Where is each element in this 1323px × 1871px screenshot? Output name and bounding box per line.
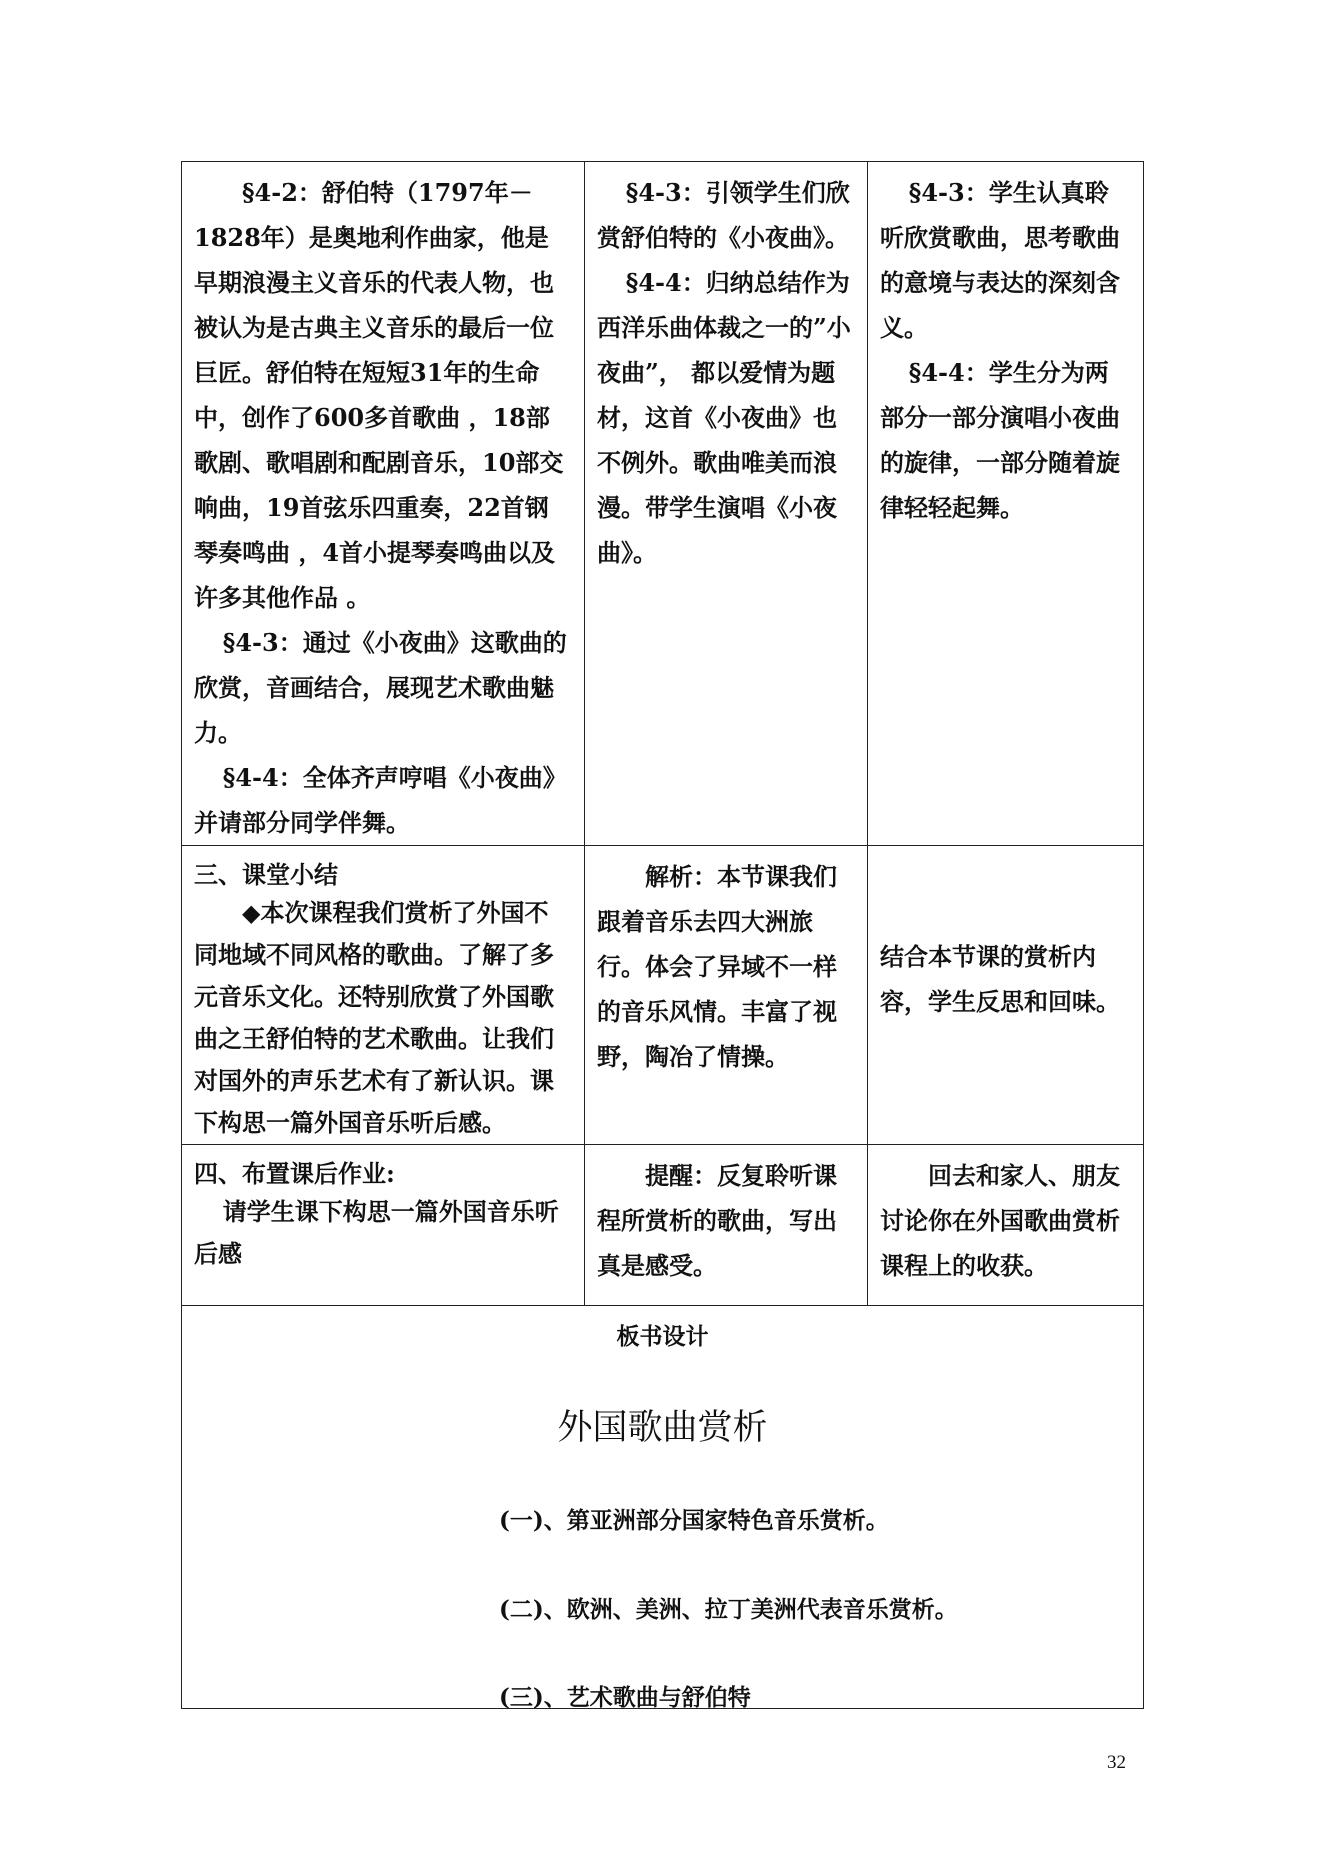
homework-student-cell (868, 1145, 1144, 1306)
table-row (182, 846, 1144, 1145)
student-activity-cell (868, 162, 1144, 846)
board-design-title: 板书设计 (616, 1323, 709, 1350)
summary-analysis-text: 解析：本节课我们跟着音乐去四大洲旅行。体会了异域不一样的音乐风情。丰富了视野，陶冶了情操。 (597, 862, 837, 1071)
homework-student-text: 回去和家人、朋友讨论你在外国歌曲赏析课程上的收获。 (880, 1161, 1120, 1280)
teacher-step-4-3: §4-3：引领学生们欣赏舒伯特的《小夜曲》。 (597, 178, 850, 252)
summary-cell (182, 846, 585, 1145)
paragraph-4-2: §4-2：舒伯特（1797年－1828年）是奥地利作曲家，他是早期浪漫主义音乐的代表人物，也被认为是古典主义音乐的最后一位巨匠。舒伯特在短短31年的生命中，创作了600多首歌曲 ，18部歌剧、歌唱剧和配剧音乐，10部交响曲，19首弦乐四重奏，22首钢琴奏鸣曲 ，4首小提琴奏鸣曲以及许多其他作品 。 (194, 178, 564, 612)
lesson-table (181, 161, 1144, 1709)
summary-analysis-cell (585, 846, 868, 1145)
paragraph-4-4: §4-4：全体齐声哼唱《小夜曲》并请部分同学伴舞。 (194, 763, 567, 837)
board-main-heading: 外国歌曲赏析 (557, 1408, 768, 1448)
teacher-activity-cell (585, 162, 868, 846)
table-row (182, 1145, 1144, 1306)
board-line-2: (二)、欧洲、美洲、拉丁美洲代表音乐赏析。 (499, 1596, 958, 1623)
board-line-3: (三)、艺术歌曲与舒伯特 (499, 1684, 751, 1711)
homework-heading: 四、布置课后作业: (194, 1159, 395, 1188)
summary-heading: 三、课堂小结 (194, 860, 338, 889)
student-step-4-3: §4-3：学生认真聆听欣赏歌曲，思考歌曲的意境与表达的深刻含义。 (880, 178, 1120, 342)
homework-reminder-text: 提醒：反复聆听课程所赏析的歌曲，写出真是感受。 (597, 1161, 837, 1280)
student-step-4-4: §4-4：学生分为两部分一部分演唱小夜曲的旋律，一部分随着旋律轻轻起舞。 (880, 358, 1120, 522)
summary-student-cell (868, 846, 1144, 1145)
table-row (182, 162, 1144, 846)
paragraph-4-3: §4-3：通过《小夜曲》这歌曲的欣赏，音画结合，展现艺术歌曲魅力。 (194, 628, 567, 747)
homework-cell (182, 1145, 585, 1306)
table-row (182, 1306, 1144, 1709)
teacher-step-4-4: §4-4：归纳总结作为西洋乐曲体裁之一的”小夜曲”， 都以爱情为题材，这首《小夜曲》也不例外。歌曲唯美而浪漫。带学生演唱《小夜曲》。 (597, 268, 851, 567)
teaching-content-cell (182, 162, 585, 846)
board-design-cell (182, 1306, 1144, 1709)
board-line-1: (一)、第亚洲部分国家特色音乐赏析。 (499, 1507, 889, 1534)
summary-body: ◆本次课程我们赏析了外国不同地域不同风格的歌曲。了解了多元音乐文化。还特别欣赏了外国歌曲之王舒伯特的艺术歌曲。让我们对国外的声乐艺术有了新认识。课下构思一篇外国音乐听后感。 (194, 898, 554, 1137)
page-number: 32 (1107, 1752, 1126, 1773)
summary-student-text: 结合本节课的赏析内容，学生反思和回味。 (880, 942, 1120, 1016)
homework-body: 请学生课下构思一篇外国音乐听后感 (194, 1197, 559, 1268)
homework-reminder-cell (585, 1145, 868, 1306)
